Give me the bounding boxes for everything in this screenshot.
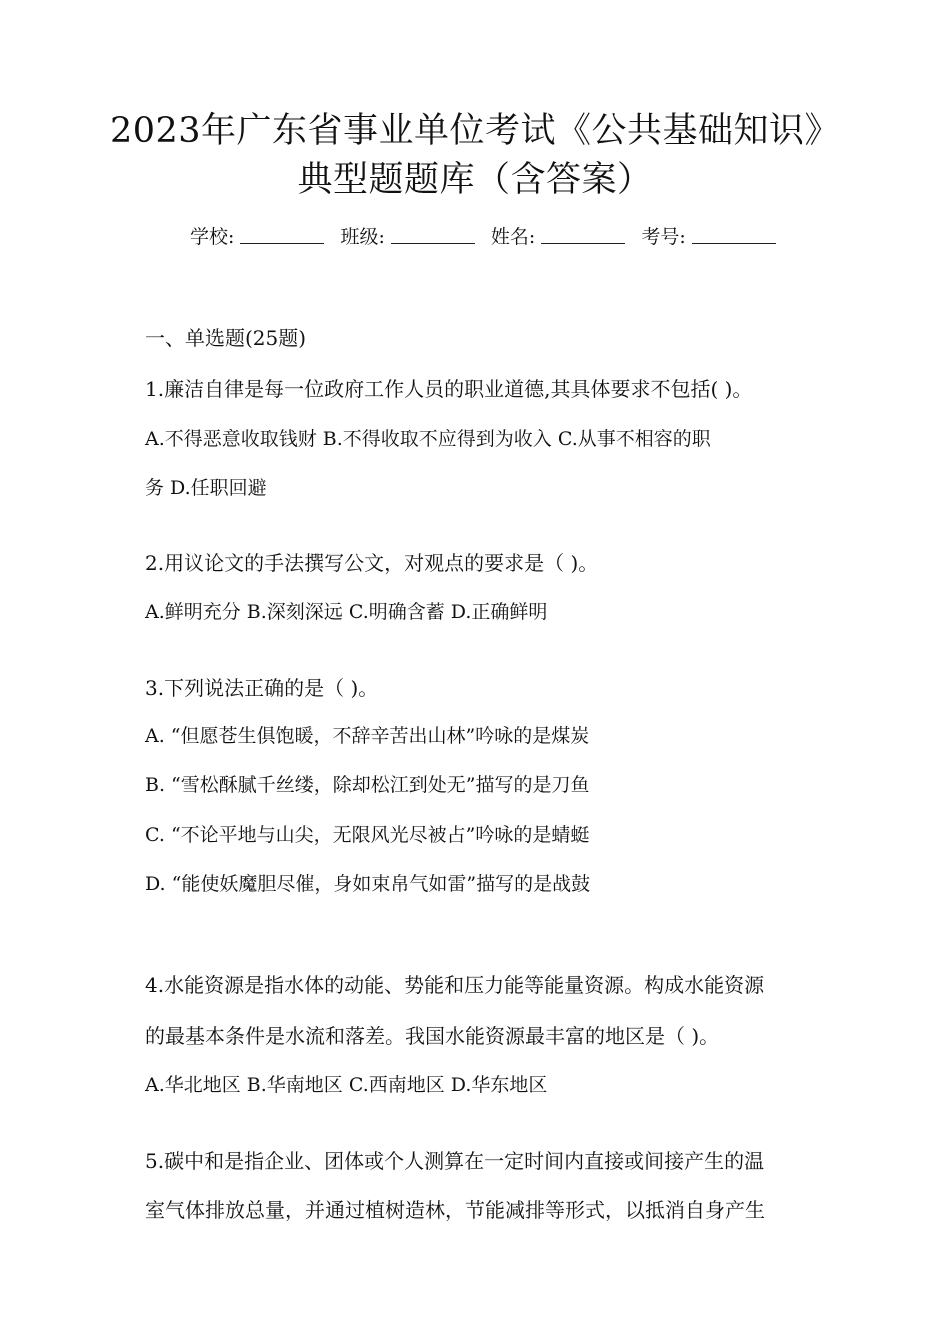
- school-blank[interactable]: [240, 225, 324, 244]
- question-2-stem: 2.用议论文的手法撰写公文，对观点的要求是（ )。: [145, 551, 599, 575]
- question-3-stem: 3.下列说法正确的是（ )。: [145, 676, 379, 700]
- document-title-line-2: 典型题题库（含答案）: [297, 160, 653, 200]
- question-1-options: 务 D.任职回避: [145, 477, 267, 499]
- question-3-option-c: C. “不论平地与山尖，无限风光尽被占”吟咏的是蜻蜓: [145, 824, 590, 846]
- class-blank[interactable]: [391, 225, 475, 244]
- school-label: 学校:: [190, 226, 235, 248]
- question-3-option-a: A. “但愿苍生俱饱暖，不辞辛苦出山林”吟咏的是煤炭: [145, 725, 590, 747]
- class-label: 班级:: [340, 226, 385, 248]
- question-5-stem: 5.碳中和是指企业、团体或个人测算在一定时间内直接或间接产生的温: [145, 1149, 765, 1173]
- exam-number-label: 考号:: [641, 226, 686, 248]
- name-label: 姓名:: [490, 226, 536, 248]
- question-4-stem: 4.水能资源是指水体的动能、势能和压力能等能量资源。构成水能资源: [145, 973, 765, 997]
- section-heading: 一、单选题(25题): [145, 326, 307, 350]
- question-3-option-b: B. “雪松酥腻千丝缕，除却松江到处无”描写的是刀鱼: [145, 774, 590, 796]
- question-1-stem: 1.廉洁自律是每一位政府工作人员的职业道德,其具体要求不包括( )。: [145, 377, 753, 401]
- name-blank[interactable]: [541, 225, 625, 244]
- question-5-stem: 室气体排放总量，并通过植树造林，节能减排等形式，以抵消自身产生: [145, 1198, 765, 1222]
- student-info-row: [190, 222, 830, 249]
- document-title-line-1: 2023年广东省事业单位考试《公共基础知识》: [109, 111, 841, 151]
- exam-number-blank[interactable]: [692, 225, 776, 244]
- question-3-option-d: D. “能使妖魔胆尽催，身如束帛气如雷”描写的是战鼓: [145, 873, 591, 895]
- question-4-options: A.华北地区 B.华南地区 C.西南地区 D.华东地区: [145, 1074, 548, 1096]
- question-1-options: A.不得恶意收取钱财 B.不得收取不应得到为收入 C.从事不相容的职: [145, 428, 711, 450]
- question-4-stem: 的最基本条件是水流和落差。我国水能资源最丰富的地区是（ )。: [145, 1024, 720, 1048]
- question-2-options: A.鲜明充分 B.深刻深远 C.明确含蓄 D.正确鲜明: [145, 601, 548, 623]
